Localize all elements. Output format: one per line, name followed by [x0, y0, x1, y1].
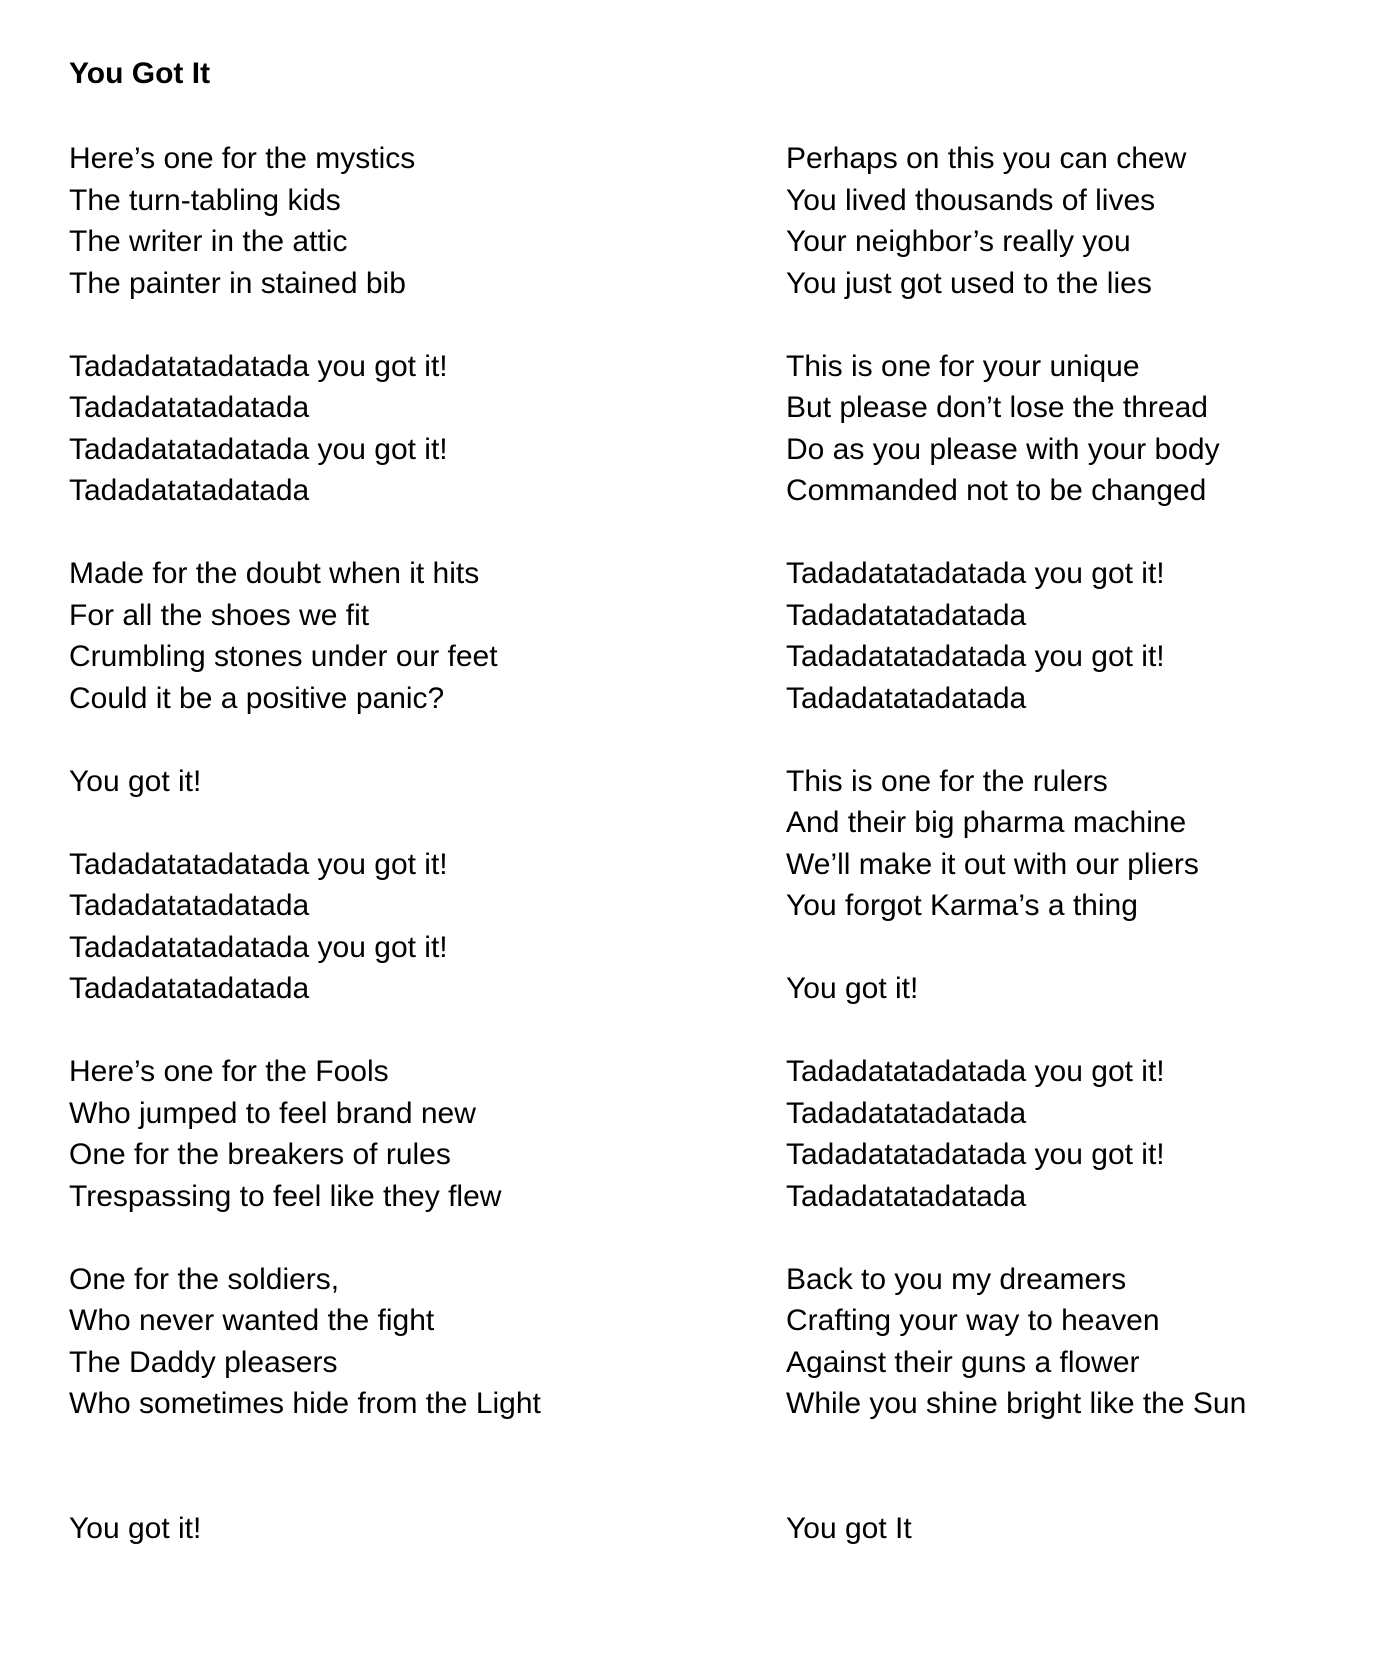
lyric-line: You got It: [786, 1511, 912, 1545]
lyric-line: One for the soldiers,: [69, 1262, 340, 1296]
lyric-line: Made for the doubt when it hits: [69, 557, 480, 590]
lyric-line: Tadadatatadatada: [69, 391, 310, 424]
lyric-line: Could it be a positive panic?: [69, 681, 445, 715]
stanza-gap: [786, 1010, 1374, 1052]
lyric-line: But please don’t lose the thread: [786, 391, 1208, 424]
lyric-line: You lived thousands of lives: [786, 183, 1156, 217]
lyric-line: This is one for your unique: [786, 349, 1140, 383]
lyric-line: We’ll make it out with our pliers: [786, 847, 1199, 881]
stanza-gap: [69, 1010, 719, 1052]
lyric-line: You just got used to the lies: [786, 266, 1152, 300]
lyric-line: For all the shoes we fit: [69, 598, 370, 632]
lyric-line: Back to you my dreamers: [786, 1262, 1127, 1296]
stanza-gap: [786, 512, 1374, 554]
lyric-line: Crumbling stones under our feet: [69, 640, 498, 673]
lyric-line: The painter in stained bib: [69, 266, 406, 300]
stanza-gap: [69, 1466, 719, 1508]
lyric-line: You got it!: [786, 972, 919, 1005]
lyric-line: Tadadatatadatada: [69, 889, 310, 922]
lyric-line: You forgot Karma’s a thing: [786, 889, 1138, 922]
lyric-line: Tadadatatadatada you got it!: [786, 1055, 1165, 1088]
lyric-line: You got it!: [69, 1511, 202, 1545]
lyric-line: The Daddy pleasers: [69, 1345, 338, 1379]
lyric-line: Your neighbor’s really you: [786, 225, 1131, 258]
lyric-line: You got it!: [69, 764, 202, 798]
lyric-line: Tadadatatadatada you got it!: [69, 432, 448, 466]
lyric-line: Tadadatatadatada you got it!: [786, 1138, 1165, 1171]
stanza-gap: [69, 512, 719, 554]
lyric-line: Tadadatatadatada: [786, 598, 1027, 632]
stanza-gap: [69, 802, 719, 844]
lyric-line: One for the breakers of rules: [69, 1138, 451, 1171]
lyric-line: And their big pharma machine: [786, 806, 1187, 839]
lyric-line: While you shine bright like the Sun: [786, 1387, 1247, 1420]
stanza-gap: [786, 719, 1374, 761]
lyrics-column-left: [69, 138, 719, 1549]
lyrics-column-right: [786, 138, 1374, 1549]
lyric-line: Trespassing to feel like they flew: [69, 1179, 502, 1213]
lyric-line: Tadadatatadatada you got it!: [69, 349, 448, 383]
lyric-line: Here’s one for the Fools: [69, 1055, 389, 1088]
lyric-line: Tadadatatadatada you got it!: [786, 640, 1165, 673]
lyric-line: Tadadatatadatada you got it!: [69, 847, 448, 881]
lyric-line: Tadadatatadatada: [786, 1096, 1027, 1130]
song-title: You Got It: [69, 57, 211, 90]
lyric-line: Who sometimes hide from the Light: [69, 1387, 541, 1420]
lyric-line: Perhaps on this you can chew: [786, 142, 1187, 175]
lyric-line: Do as you please with your body: [786, 432, 1220, 466]
stanza-gap: [69, 1425, 719, 1467]
lyric-line: Against their guns a flower: [786, 1345, 1140, 1379]
stanza-gap: [69, 719, 719, 761]
lyric-line: Who never wanted the fight: [69, 1304, 435, 1337]
lyric-line: Tadadatatadatada you got it!: [69, 930, 448, 964]
lyric-line: Who jumped to feel brand new: [69, 1096, 476, 1130]
lyric-line: Tadadatatadatada: [786, 681, 1027, 715]
stanza-gap: [69, 1217, 719, 1259]
lyric-line: Tadadatatadatada you got it!: [786, 557, 1165, 590]
lyric-line: Tadadatatadatada: [786, 1179, 1027, 1213]
stanza-gap: [786, 1466, 1374, 1508]
lyric-line: Here’s one for the mystics: [69, 142, 416, 175]
stanza-gap: [786, 1425, 1374, 1467]
lyric-line: The turn-tabling kids: [69, 183, 341, 217]
lyric-line: The writer in the attic: [69, 225, 348, 258]
stanza-gap: [786, 927, 1374, 969]
lyric-line: This is one for the rulers: [786, 764, 1108, 798]
lyric-line: Tadadatatadatada: [69, 972, 310, 1005]
stanza-gap: [69, 304, 719, 346]
stanza-gap: [786, 1217, 1374, 1259]
lyric-line: Crafting your way to heaven: [786, 1304, 1160, 1337]
lyric-line: Tadadatatadatada: [69, 474, 310, 507]
stanza-gap: [786, 304, 1374, 346]
lyric-line: Commanded not to be changed: [786, 474, 1207, 507]
